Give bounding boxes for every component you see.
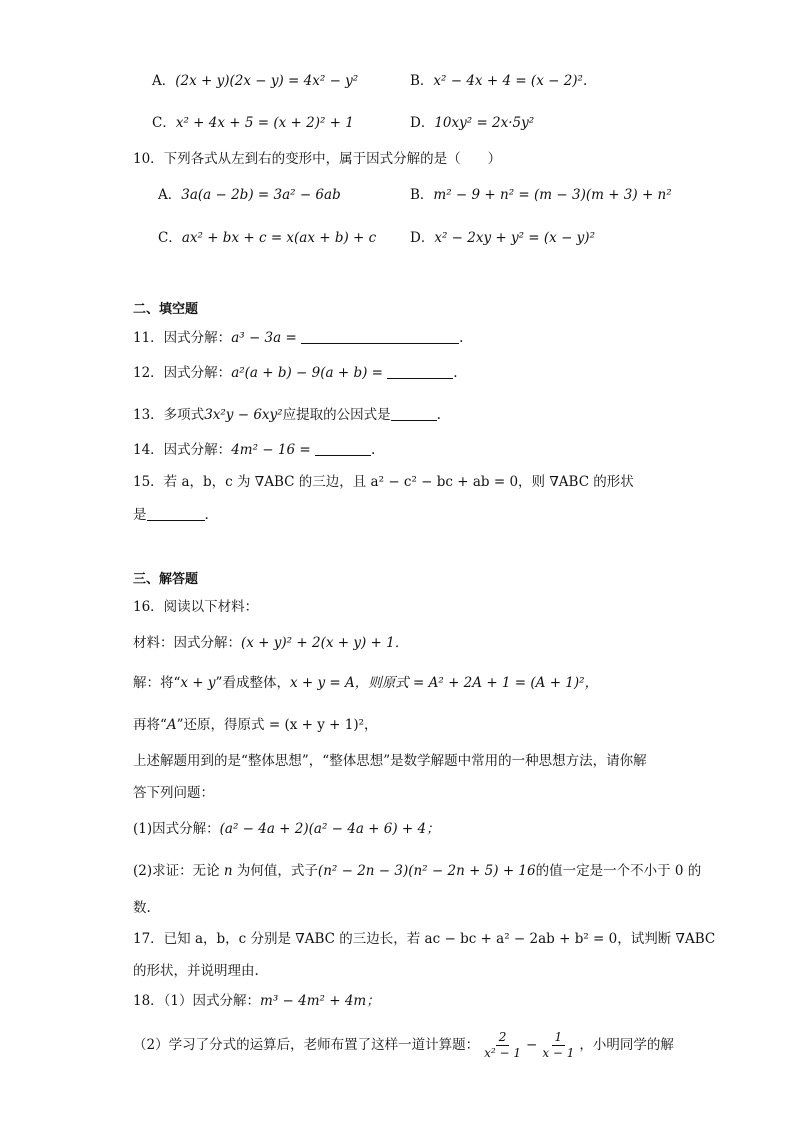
q10-stem: 10．下列各式从左到右的变形中，属于因式分解的是（ ） [133, 151, 502, 167]
math-expression: 3x²y − 6xy² [204, 407, 283, 423]
q16-part2-line2: 数. [133, 900, 151, 916]
q9-option-b [410, 72, 587, 90]
answer-blank[interactable] [301, 331, 459, 344]
fraction [539, 1030, 577, 1061]
math-expression: ax² + bx + c = x(ax + b) + c [181, 230, 377, 246]
q16-material [133, 634, 408, 652]
q9-option-c [152, 114, 354, 132]
math-expression: a²(a + b) − 9(a + b) = [231, 365, 383, 381]
q18-part2 [133, 1030, 674, 1061]
question-text: 13．多项式 [133, 407, 205, 423]
math-expression: n [223, 863, 233, 879]
q16-part2 [133, 862, 701, 880]
fraction [481, 1030, 524, 1061]
question-text: (2)求证：无论 [133, 863, 224, 879]
q12 [133, 364, 458, 382]
minus-sign: − [526, 1037, 538, 1053]
q10-option-a [158, 186, 341, 204]
q16-restore [133, 716, 378, 734]
numerator: 2 [496, 1030, 510, 1046]
q15-line1: 15．若 a，b，c 为 ∇ABC 的三边，且 a² − c² − bc + ab = 0，则 ∇ABC 的形状 [133, 474, 634, 490]
answer-blank[interactable] [147, 508, 205, 521]
punctuation: . [436, 407, 441, 423]
punctuation: . [370, 442, 376, 458]
q10-option-d [410, 229, 595, 247]
question-text: 解：将“ [133, 675, 181, 691]
q16-paragraph-line2: 答下列问题： [133, 785, 214, 801]
question-text: ”看成整体， [215, 675, 290, 691]
answer-blank[interactable] [315, 443, 371, 456]
punctuation: . [459, 330, 464, 346]
option-label: B． [410, 187, 434, 203]
q9-option-a [152, 72, 358, 90]
math-expression: m³ − 4m² + 4m； [260, 993, 380, 1009]
punctuation: . [204, 507, 209, 523]
option-label: A． [158, 187, 182, 203]
question-text: 是 [133, 507, 147, 523]
q10-option-b [410, 186, 672, 204]
q13 [133, 406, 441, 424]
math-expression: x + y = A [289, 675, 355, 691]
section-title-solve: 三、解答题 [133, 572, 199, 587]
math-expression: (a² − 4a + 2)(a² − 4a + 6) + 4； [219, 821, 440, 837]
q16-stem: 16．阅读以下材料： [133, 599, 259, 615]
option-label: C． [158, 230, 182, 246]
question-text: 18．（1）因式分解： [133, 993, 261, 1009]
question-text: 再将“ [133, 717, 167, 733]
math-expression: x² + 4x + 5 = (x + 2)² + 1 [175, 115, 354, 131]
q15-line2 [133, 506, 209, 524]
answer-blank[interactable] [387, 366, 453, 379]
option-label: C． [152, 115, 176, 131]
punctuation: . [453, 365, 458, 381]
math-expression: A [166, 717, 177, 733]
question-text: （2）学习了分式的运算后，老师布置了这样一道计算题： [133, 1037, 480, 1053]
option-label: D． [410, 115, 435, 131]
numerator: 1 [552, 1030, 566, 1046]
math-expression: (n² − 2n − 3)(n² − 2n + 5) + 16 [317, 863, 536, 879]
math-expression: (x + y)² + 2(x + y) + 1． [241, 635, 409, 651]
option-label: D． [410, 230, 435, 246]
question-text: 14．因式分解： [133, 442, 232, 458]
question-text: 的值一定是一个不小于 0 的 [535, 863, 702, 879]
math-expression: 3a(a − 2b) = 3a² − 6ab [181, 187, 341, 203]
question-text: 12．因式分解： [133, 365, 232, 381]
q17-line1: 17．已知 a，b，c 分别是 ∇ABC 的三边长，若 ac − bc + a² − 2ab + b² = 0，试判断 ∇ABC [133, 931, 716, 947]
q17-line2: 的形状，并说明理由. [133, 963, 259, 979]
section-title-fill-in: 二、填空题 [133, 302, 199, 317]
q18-part1 [133, 992, 380, 1010]
question-text: 材料：因式分解： [133, 635, 241, 651]
question-text: 应提取的公因式是 [282, 407, 391, 423]
math-expression: x² − 2xy + y² = (x − y)² [434, 230, 595, 246]
question-text: 为何值，式子 [232, 863, 318, 879]
math-expression: x + y [180, 675, 216, 691]
option-label: A． [152, 73, 176, 89]
q16-paragraph-line1: 上述解题用到的是“整体思想”，“整体思想”是数学解题中常用的一种思想方法，请你解 [133, 753, 647, 769]
math-expression: ，则原式 = A² + 2A + 1 = (A + 1)²， [354, 675, 599, 691]
math-expression: m² − 9 + n² = (m − 3)(m + 3) + n² [433, 187, 672, 203]
question-text: 11．因式分解： [133, 330, 232, 346]
q10-option-c [158, 229, 376, 247]
q16-part1 [133, 820, 440, 838]
q14 [133, 441, 375, 459]
math-expression: (2x + y)(2x − y) = 4x² − y² [175, 73, 359, 89]
question-text: ，小明同学的解 [579, 1037, 674, 1053]
math-expression: a³ − 3a = [231, 330, 297, 346]
math-expression: 10xy² = 2x·5y² [434, 115, 535, 131]
question-text: (1)因式分解： [133, 821, 220, 837]
q11 [133, 329, 463, 347]
answer-blank[interactable] [391, 408, 437, 421]
denominator: x² − 1 [484, 1046, 521, 1060]
q16-solution [133, 674, 598, 692]
math-expression: ”还原，得原式 = (x + y + 1)²， [176, 717, 378, 733]
option-label: B． [410, 73, 434, 89]
math-expression: x² − 4x + 4 = (x − 2)². [433, 73, 588, 89]
denominator: x − 1 [542, 1046, 575, 1060]
math-expression: 4m² − 16 = [231, 442, 311, 458]
q9-option-d [410, 114, 534, 132]
